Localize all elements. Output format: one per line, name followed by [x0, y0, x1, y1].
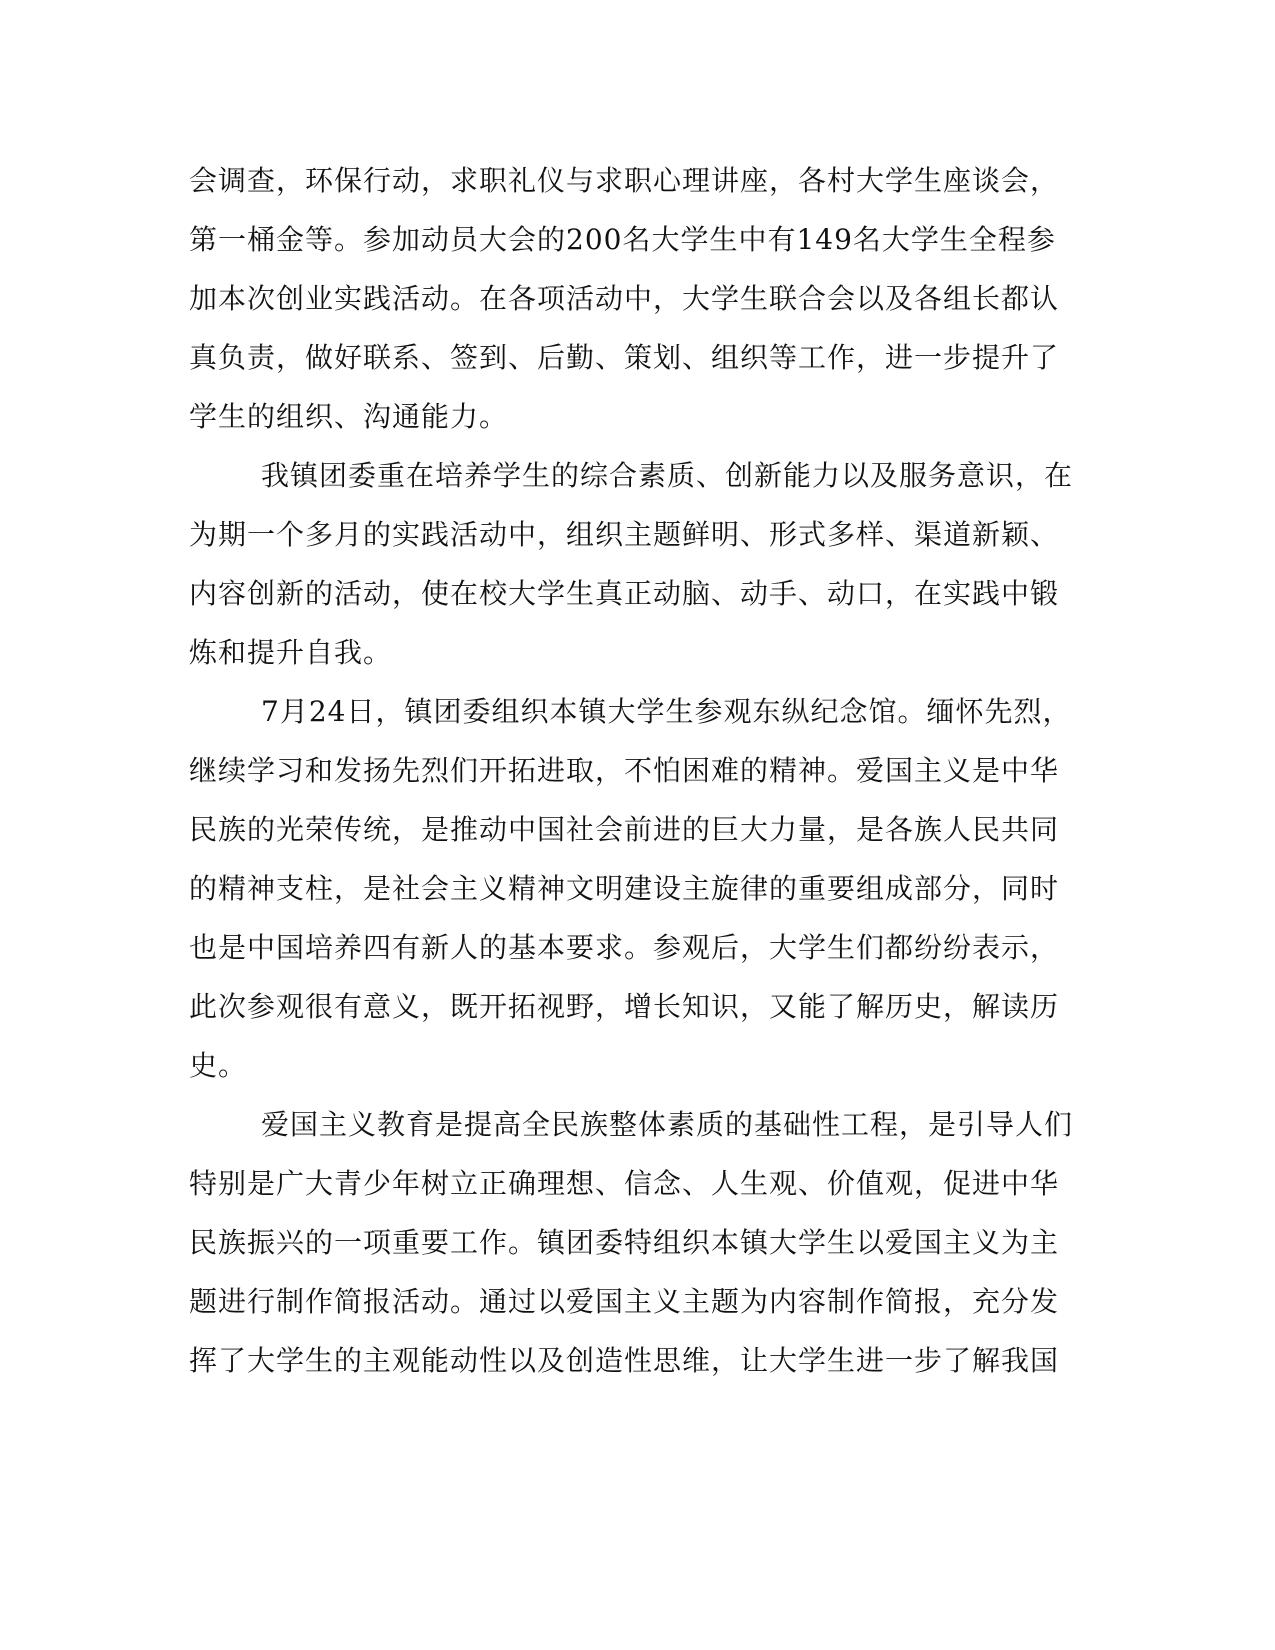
text-line: 的精神支柱，是社会主义精神文明建设主旋律的重要组成部分，同时	[189, 872, 1060, 905]
text-line: 内容创新的活动，使在校大学生真正动脑、动手、动口，在实践中锻	[189, 577, 1060, 610]
text-line: 炼和提升自我。	[189, 636, 393, 669]
text-line: 特别是广大青少年树立正确理想、信念、人生观、价值观，促进中华	[189, 1167, 1060, 1200]
text-line: 为期一个多月的实践活动中，组织主题鲜明、形式多样、渠道新颖、	[189, 518, 1060, 551]
text-line: 题进行制作简报活动。通过以爱国主义主题为内容制作简报，充分发	[189, 1285, 1060, 1318]
text-line: 继续学习和发扬先烈们开拓进取，不怕困难的精神。爱国主义是中华	[189, 754, 1060, 787]
text-line: 民族振兴的一项重要工作。镇团委特组织本镇大学生以爱国主义为主	[189, 1226, 1060, 1259]
text-line: 学生的组织、沟通能力。	[189, 400, 509, 433]
text-line: 会调查，环保行动，求职礼仪与求职心理讲座，各村大学生座谈会，	[189, 164, 1060, 197]
text-line: 此次参观很有意义，既开拓视野，增长知识，又能了解历史，解读历	[189, 990, 1060, 1023]
text-line: 挥了大学生的主观能动性以及创造性思维，让大学生进一步了解我国	[189, 1344, 1060, 1377]
text-line: 民族的光荣传统，是推动中国社会前进的巨大力量，是各族人民共同	[189, 813, 1060, 846]
text-line: 真负责，做好联系、签到、后勤、策划、组织等工作，进一步提升了	[189, 341, 1060, 374]
text-line: 加本次创业实践活动。在各项活动中，大学生联合会以及各组长都认	[189, 282, 1060, 315]
paragraph-start-line: 我镇团委重在培养学生的综合素质、创新能力以及服务意识，在	[261, 459, 1074, 492]
text-line: 第一桶金等。参加动员大会的200名大学生中有149名大学生全程参	[189, 223, 1056, 256]
paragraph-start-line: 7月24日，镇团委组织本镇大学生参观东纵纪念馆。缅怀先烈，	[261, 695, 1072, 728]
paragraph-start-line: 爱国主义教育是提高全民族整体素质的基础性工程，是引导人们	[261, 1108, 1074, 1141]
text-line: 也是中国培养四有新人的基本要求。参观后，大学生们都纷纷表示，	[189, 931, 1060, 964]
text-line: 史。	[189, 1049, 248, 1082]
